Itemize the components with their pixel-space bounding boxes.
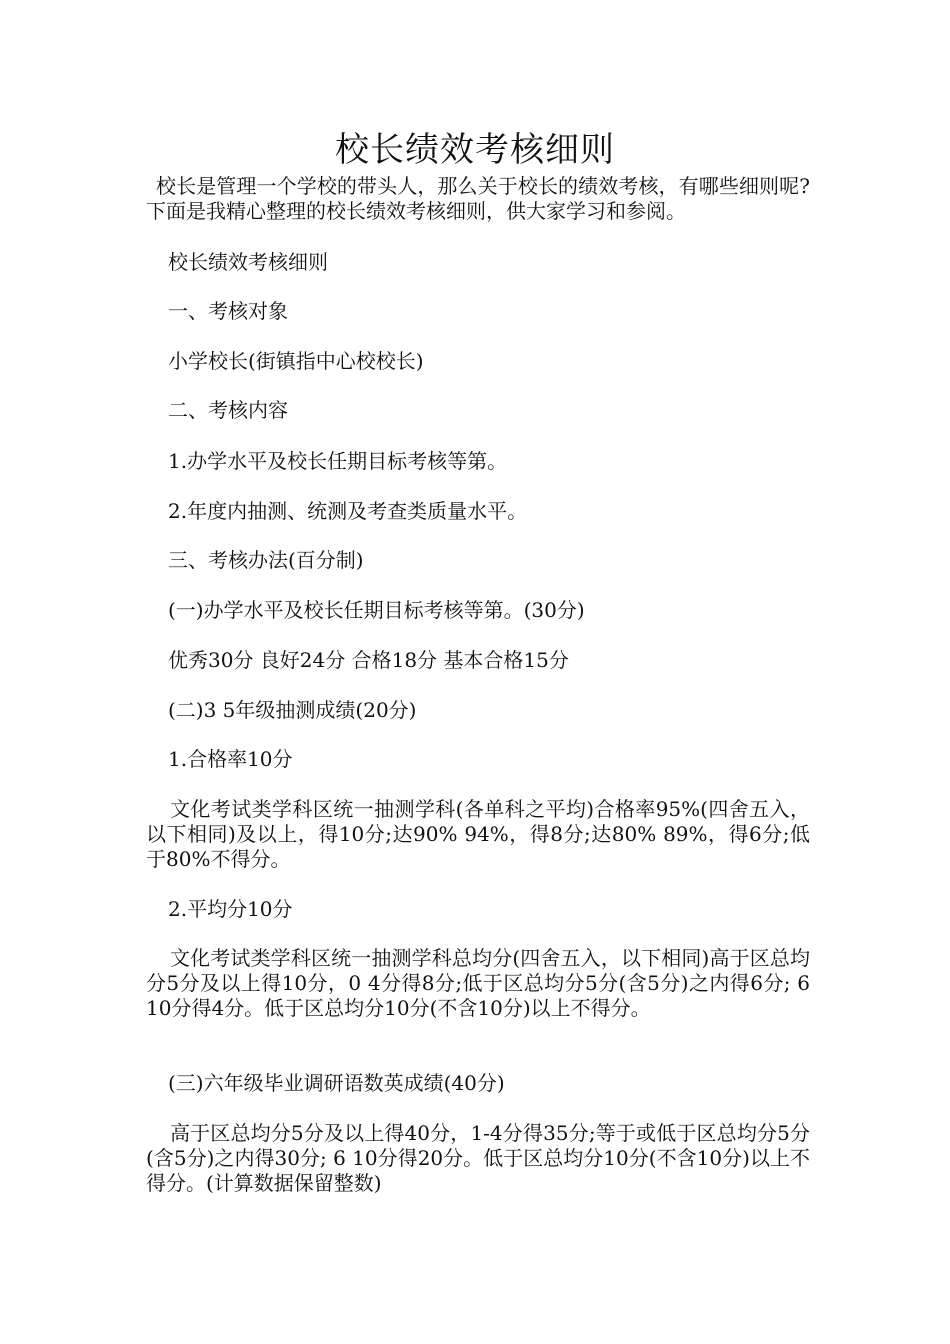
section3-title: 三、考核办法(百分制) <box>168 548 364 572</box>
part1-grades: 优秀30分 良好24分 合格18分 基本合格15分 <box>168 648 569 672</box>
section2-item2: 2.年度内抽测、统测及考查类质量水平。 <box>168 499 528 523</box>
section2-title: 二、考核内容 <box>168 398 288 422</box>
part2-item1-body: 文化考试类学科区统一抽测学科(各单科之平均)合格率95%(四舍五入，以下相同)及以上，得10分;达90% 94%，得8分;达80% 89%，得6分;低于80%不得分。 <box>146 797 810 871</box>
section2-item1: 1.办学水平及校长任期目标考核等第。 <box>168 449 508 473</box>
section1-title: 一、考核对象 <box>168 299 288 323</box>
part3-title: (三)六年级毕业调研语数英成绩(40分) <box>168 1071 505 1095</box>
document-title: 校长绩效考核细则 <box>335 130 615 170</box>
section1-body: 小学校长(街镇指中心校校长) <box>168 349 424 373</box>
part1-title: (一)办学水平及校长任期目标考核等第。(30分) <box>168 598 585 622</box>
heading-line: 校长绩效考核细则 <box>168 250 328 274</box>
part2-item1-title: 1.合格率10分 <box>168 747 293 771</box>
part2-item2-title: 2.平均分10分 <box>168 897 293 921</box>
intro-paragraph: 校长是管理一个学校的带头人，那么关于校长的绩效考核，有哪些细则呢?下面是我精心整理的校长绩效考核细则，供大家学习和参阅。 <box>146 174 810 223</box>
part3-body: 高于区总均分5分及以上得40分，1-4分得35分;等于或低于区总均分5分(含5分)之内得30分; 6 10分得20分。低于区总均分10分(不含10分)以上不得分。(计算数据保留整数) <box>146 1121 810 1195</box>
part2-title: (二)3 5年级抽测成绩(20分) <box>168 698 417 722</box>
part2-item2-body: 文化考试类学科区统一抽测学科总均分(四舍五入，以下相同)高于区总均分5分及以上得10分，0 4分得8分;低于区总均分5分(含5分)之内得6分; 6 10分得4分。低于区总均分10分(不含10分)以上不得分。 <box>146 946 810 1020</box>
